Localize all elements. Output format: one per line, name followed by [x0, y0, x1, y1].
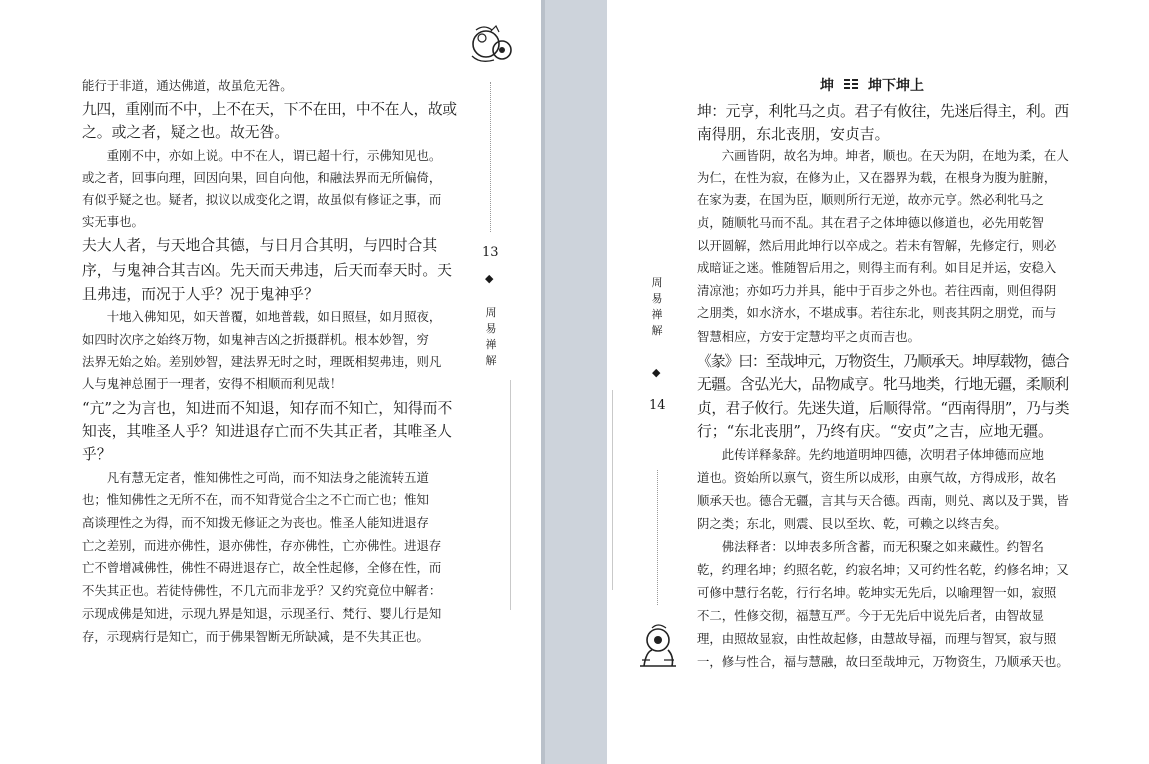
page-spine [541, 0, 545, 764]
text-line: 之朋类，如水济水，不堪成事。若往东北，则丧其阴之朋党，而与 [697, 305, 1057, 320]
vertical-rule-right [612, 390, 613, 590]
text-line: 能行于非道，通达佛道，故虽危无咎。 [82, 78, 293, 93]
text-line: 不二，性修交彻，福慧互严。今于无先后中说先后者，由智故显 [697, 608, 1044, 623]
side-title-left: 周 易 禅 解 [485, 306, 497, 367]
text-line: 如四时次序之始终万物，如鬼神吉凶之折摄群机。根本妙智，穷 [82, 332, 429, 347]
text-line: 成暗证之迷。惟随智后用之，则得主而有利。如目足并运，安稳入 [697, 260, 1057, 275]
text-line: 在家为妻，在国为臣，顺则所行无逆，故亦元亨。然必利牝马之 [697, 192, 1044, 207]
text-line: 智慧相应，方安于定慧均平之贞而吉也。 [697, 329, 921, 344]
text-line: 重刚不中，亦如上说。中不在人，谓已超十行，示佛知见也。 [82, 148, 442, 163]
text-line: 有似乎疑之也。疑者，拟议以成变化之谓，故虽似有修证之事，而 [82, 192, 442, 207]
page-number-right: 14 [649, 398, 666, 413]
text-line: 高谈理性之为得，而不知拨无修证之为丧也。惟圣人能知进退存 [82, 515, 429, 530]
text-line: 南得朋，东北丧朋，安贞吉。 [697, 126, 890, 143]
text-line: 贞，君子攸行。先迷失道，后顺得常。“西南得朋”，乃与类 [697, 400, 1070, 417]
text-line: 《彖》曰：至哉坤元，万物资生，乃顺承天。坤厚载物，德合 [697, 353, 1069, 370]
page-number-left: 13 [482, 245, 499, 260]
vertical-dotted-rule-top [490, 82, 491, 232]
text-line: 亡之差别，而进亦佛性，退亦佛性，存亦佛性，亡亦佛性。进退存 [82, 538, 442, 553]
text-line: 贞，随顺牝马而不乱。其在君子之体坤德以修道也，必先用乾智 [697, 215, 1044, 230]
text-line: 此传详释彖辞。先约地道明坤四德，次明君子体坤德而应地 [697, 447, 1044, 462]
text-line: 无疆。含弘光大，品物咸亨。牝马地类，行地无疆，柔顺利 [697, 376, 1069, 393]
text-line: 示现成佛是知进，示现九界是知退，示现圣行、梵行、婴儿行是知 [82, 606, 442, 621]
text-line: 顺承天也。德合无疆，言其与天合德。西南，则兑、离以及于巽，皆 [697, 493, 1069, 508]
ornament-top-icon [466, 20, 514, 66]
diamond-icon: ◆ [652, 366, 661, 379]
text-line: 法界无始之始。差别妙智，建法界无时之时，理既相契弗违，则凡 [82, 354, 442, 369]
vertical-rule-left [510, 380, 511, 610]
hexagram-name: 坤 [820, 78, 834, 94]
ornament-bottom-icon [632, 620, 682, 670]
text-line: 六画皆阴，故名为坤。坤者，顺也。在天为阴，在地为柔，在人 [697, 148, 1069, 163]
text-line: 实无事也。 [82, 214, 144, 229]
text-line: 为仁，在性为寂，在修为止，又在器界为载，在根身为腹为脏腑， [697, 170, 1057, 185]
diamond-icon: ◆ [485, 272, 494, 285]
text-line: 夫大人者，与天地合其德，与日月合其明，与四时合其 [82, 237, 438, 254]
text-line: “亢”之为言也，知进而不知退，知存而不知亡，知得而不 [82, 400, 453, 417]
text-line: 且弗违，而况于人乎？况于鬼神乎？ [82, 286, 319, 303]
text-line: 清凉池；亦如巧力并具，能中于百步之外也。若往西南，则但得阴 [697, 283, 1057, 298]
text-line: 十地入佛知见，如天普覆，如地普载，如日照昼，如月照夜， [82, 309, 442, 324]
text-line: 序，与鬼神合其吉凶。先天而天弗违，后天而奉天时。天 [82, 262, 452, 279]
text-line: 人与鬼神总囿于一理者，安得不相顺而利见哉！ [82, 376, 343, 391]
text-line: 理，由照故显寂，由性故起修，由慧故导福，而理与智冥，寂与照 [697, 631, 1057, 646]
text-line: 阴之类；东北，则震、艮以至坎、乾，可赖之以终吉矣。 [697, 516, 1007, 531]
text-line: 一，修与性合，福与慧融，故曰至哉坤元，万物资生，乃顺承天也。 [697, 654, 1069, 669]
hexagram-heading [820, 75, 924, 95]
text-line: 以开圆解，然后用此坤行以卒成之。若未有智解，先修定行，则必 [697, 238, 1057, 253]
text-line: 可修中慧行名乾，行行名坤。乾坤实无先后，以喻理智一如，寂照 [697, 585, 1057, 600]
text-line: 凡有慧无定者，惟知佛性之可尚，而不知法身之能流转五道 [82, 470, 429, 485]
text-line: 亡不曾增减佛性，佛性不碍进退存亡，故全性起修，全修在性，而 [82, 560, 442, 575]
hexagram-subtitle: 坤下坤上 [868, 78, 924, 94]
text-line: 存，示现病行是知亡，而于佛果智断无所缺减，是不失其正也。 [82, 629, 429, 644]
text-line: 坤：元亨，利牝马之贞。君子有攸往，先迷后得主，利。西 [697, 103, 1069, 120]
kun-trigram-icon [844, 79, 858, 91]
text-line: 九四，重刚而不中，上不在天，下不在田，中不在人，故或 [82, 101, 457, 118]
text-line: 之。或之者，疑之也。故无咎。 [82, 124, 290, 141]
page-gutter [541, 0, 607, 764]
text-line: 道也。资始所以禀气，资生所以成形，由禀气故，方得成形，故名 [697, 470, 1057, 485]
text-line: 佛法释者：以坤表多所含蓄，而无积聚之如来藏性。约智名 [697, 539, 1044, 554]
text-line: 乾，约理名坤；约照名乾，约寂名坤；又可约性名乾，约修名坤；又 [697, 562, 1069, 577]
text-line: 也；惟知佛性之无所不在，而不知背觉合尘之不亡而亡也；惟知 [82, 492, 429, 507]
text-line: 知丧，其唯圣人乎？知进退存亡而不失其正者，其唯圣人 [82, 423, 452, 440]
text-line: 行；“东北丧朋”，乃终有庆。“安贞”之吉，应地无疆。 [697, 423, 1053, 440]
text-line: 不失其正也。若徒恃佛性，不几亢而非龙乎？又约究竟位中解者： [82, 583, 442, 598]
side-title-right: 周 易 禅 解 [651, 276, 663, 337]
text-line: 乎？ [82, 446, 112, 463]
vertical-dotted-rule-bottom [657, 470, 658, 605]
text-line: 或之者，回事向理，回因向果，回自向他，和融法界而无所偏倚， [82, 170, 442, 185]
